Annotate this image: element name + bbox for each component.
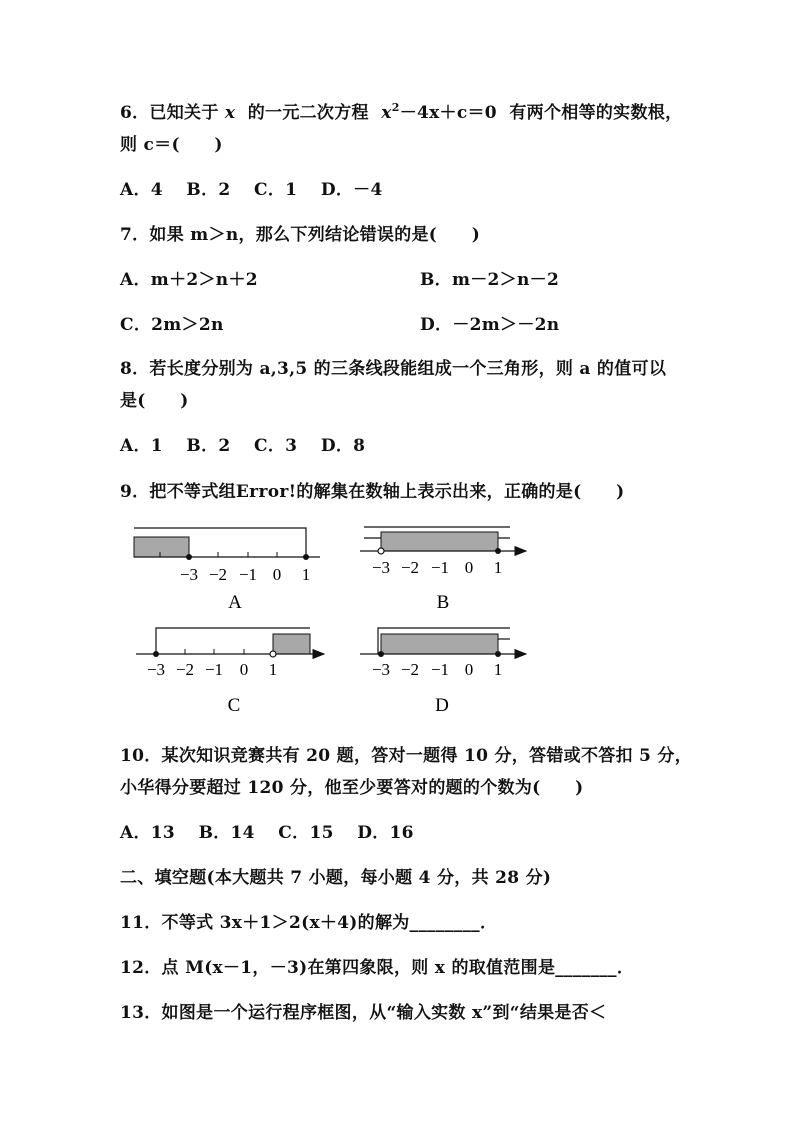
q10-line2: 小华得分要超过 120 分，他至少要答对的题的个数为( ) — [120, 778, 584, 798]
q7-option-c: C．2m＞2n — [120, 315, 224, 335]
number-line-figures — [120, 512, 540, 727]
figure-a-caption: A — [228, 592, 242, 613]
q11-text: 11．不等式 3x＋1＞2(x＋4)的解为________． — [120, 913, 498, 933]
figure-a — [134, 528, 320, 613]
figure-c-tick-label: −1 — [204, 660, 224, 679]
q7-option-d: D．－2m＞－2n — [420, 315, 560, 335]
q6-text-c: 有两个相等的实数根， — [503, 103, 683, 123]
section2-heading: 二、填空题(本大题共 7 小题，每小题 4 分，共 28 分) — [120, 868, 552, 888]
figure-b-point-1 — [495, 548, 501, 554]
figure-b-shaded-region — [381, 532, 498, 551]
q13-text: 13．如图是一个运行程序框图，从“输入实数 x”到“结果是否＜ — [120, 1003, 607, 1023]
q6-eq-sup: 2 — [391, 101, 400, 114]
figure-d-tick-label: −2 — [400, 660, 420, 679]
figure-d — [360, 628, 526, 716]
q8-line2: 是( ) — [120, 391, 189, 411]
q6-eq-x: x — [381, 103, 392, 123]
figure-b-tick-label: 0 — [464, 558, 474, 577]
q8-options: A．1 B．2 C．3 D．8 — [120, 436, 366, 456]
q6-text-a: 6．已知关于 — [120, 103, 219, 123]
figure-b-tick-label: −1 — [430, 558, 450, 577]
q7-option-b: B．m－2＞n－2 — [420, 270, 560, 290]
figure-a-point-neg3 — [186, 554, 192, 560]
q10-options: A．13 B．14 C．15 D．16 — [120, 823, 414, 843]
figure-d-point-1 — [495, 651, 501, 657]
figure-d-tick-label: 0 — [464, 660, 474, 679]
q10-line1: 10．某次知识竞赛共有 20 题，答对一题得 10 分，答错或不答扣 5 分， — [120, 746, 693, 766]
figure-c-tick-label: 0 — [239, 660, 249, 679]
figure-c-point-1 — [270, 651, 276, 657]
q6-text-b: 的一元二次方程 — [241, 103, 376, 123]
q8-line1: 8．若长度分别为 a,3,5 的三条线段能组成一个三角形，则 a 的值可以 — [120, 359, 667, 379]
q12-text: 12．点 M(x－1，－3)在第四象限，则 x 的取值范围是_______． — [120, 958, 635, 978]
figure-b-point-neg3 — [378, 548, 384, 554]
figure-b-tick-label: 1 — [493, 558, 503, 577]
q9-stem: 9．把不等式组Error!的解集在数轴上表示出来，正确的是( ) — [120, 482, 625, 502]
figure-c-tick-label: 1 — [268, 660, 278, 679]
figure-c — [136, 628, 324, 716]
figure-a-shaded-region — [134, 537, 189, 557]
figure-b-tick-label: −2 — [400, 558, 420, 577]
figure-b-caption: B — [436, 592, 450, 613]
figure-c-tick-label: −3 — [146, 660, 166, 679]
figure-b-tick-label: −3 — [371, 558, 391, 577]
figure-a-point-1 — [303, 554, 309, 560]
figure-d-caption: D — [435, 695, 449, 716]
figure-a-tick-label: −3 — [179, 565, 199, 584]
figure-a-tick-label: −1 — [238, 565, 258, 584]
figure-b — [360, 527, 526, 613]
q6-line1 — [120, 98, 682, 123]
figure-d-shaded-region — [381, 634, 498, 654]
figure-c-point-neg3 — [153, 651, 159, 657]
figure-d-point-neg3 — [378, 651, 384, 657]
q6-options: A．4 B．2 C．1 D．－4 — [120, 180, 383, 200]
figure-d-tick-label: 1 — [493, 660, 503, 679]
figure-a-tick-label: 0 — [272, 565, 282, 584]
figure-d-tick-label: −3 — [371, 660, 391, 679]
figure-a-tick-label: −2 — [208, 565, 228, 584]
q6-var-x: x — [224, 103, 236, 123]
q7-option-a: A．m＋2＞n＋2 — [120, 270, 258, 290]
q6-line2: 则 c＝( ) — [120, 135, 223, 155]
figure-c-caption: C — [227, 695, 241, 716]
figure-d-tick-label: −1 — [430, 660, 450, 679]
figure-c-tick-label: −2 — [175, 660, 195, 679]
q6-eq-rest: －4x＋c＝0 — [399, 103, 497, 123]
figure-c-shaded-region — [273, 634, 310, 654]
q7-stem: 7．如果 m＞n，那么下列结论错误的是( ) — [120, 225, 481, 245]
figure-a-tick-label: 1 — [301, 565, 311, 584]
